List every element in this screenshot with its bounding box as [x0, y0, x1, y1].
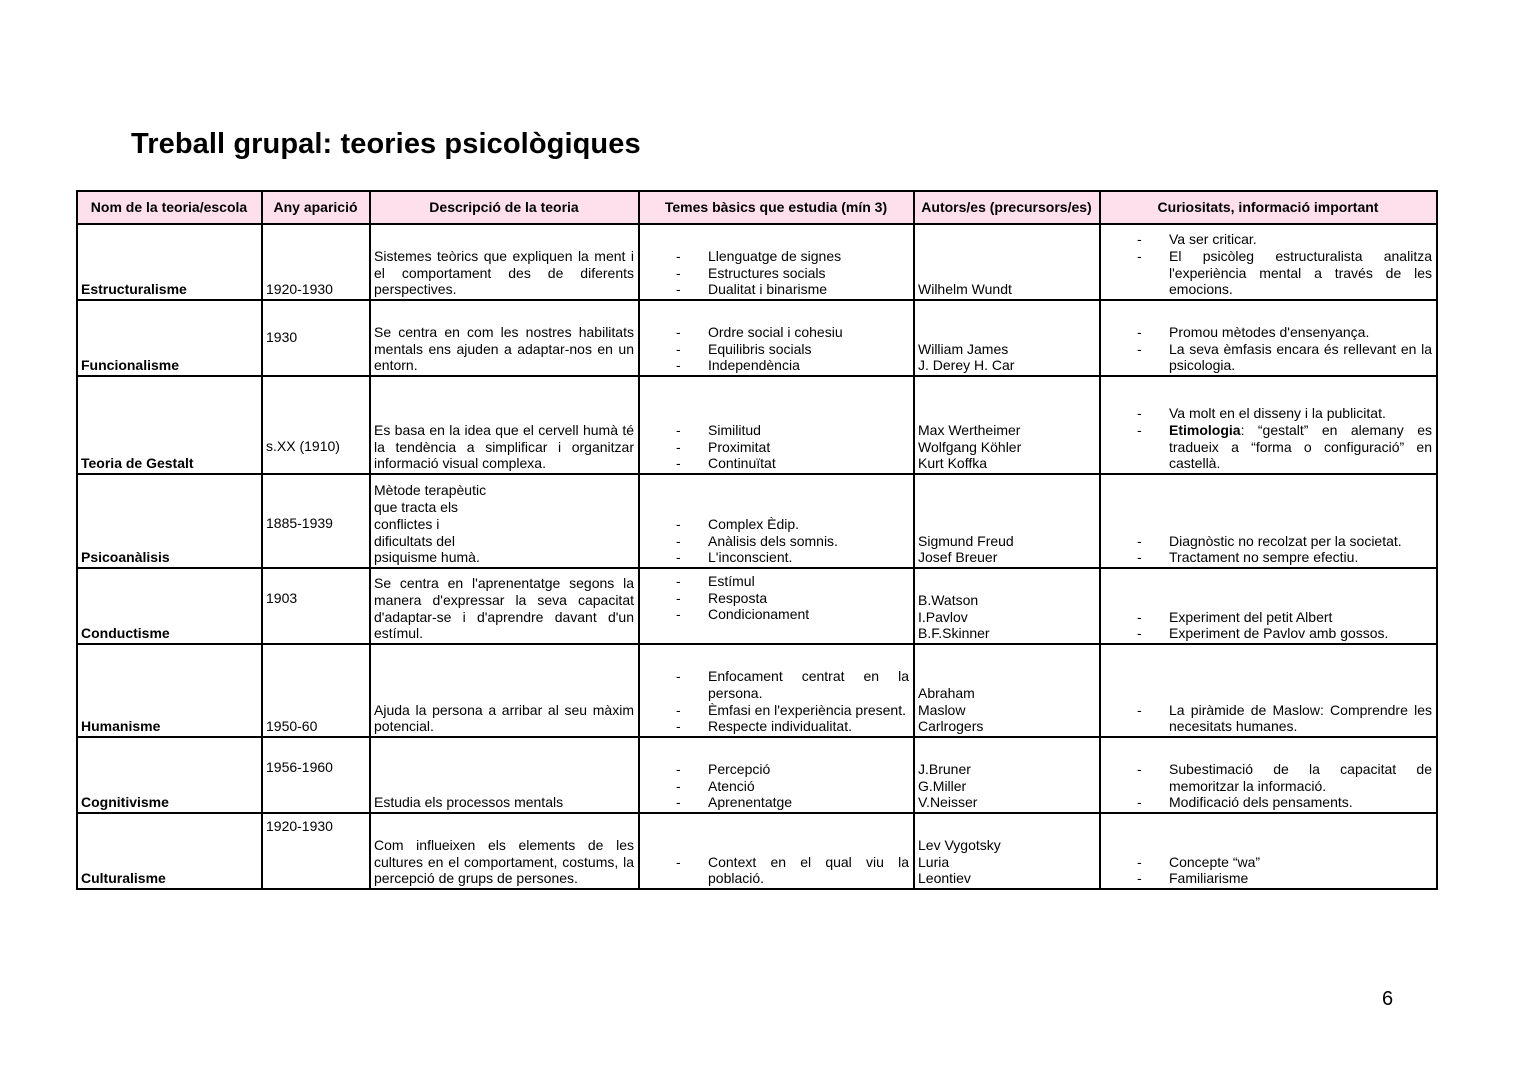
- theory-name: Cognitivisme: [77, 737, 262, 813]
- author-name: Maslow: [918, 701, 966, 718]
- theory-authors: [914, 376, 1100, 474]
- author-name: Lev Vygotsky: [918, 836, 1001, 853]
- list-item: - L'inconscient.: [643, 549, 909, 566]
- table-row: [77, 474, 1437, 568]
- theory-topics: [639, 813, 914, 889]
- theory-year: 1885-1939: [262, 474, 370, 568]
- list-item: - Ordre social i cohesiu: [643, 324, 909, 341]
- author-name: V.Neisser: [918, 794, 978, 811]
- theories-table: [76, 190, 1438, 890]
- list-item: - Resposta: [643, 590, 909, 607]
- author-name: Abraham: [918, 684, 975, 701]
- author-name: B.Watson: [918, 591, 979, 608]
- table-row: [77, 300, 1437, 376]
- header-description: Descripció de la teoria: [370, 191, 639, 224]
- author-name: Josef Breuer: [918, 549, 998, 566]
- list-item: - Va molt en el disseny i la publicitat.: [1104, 405, 1432, 422]
- theory-description: Es basa en la idea que el cervell humà té la tendència a simplificar i organitzar informació visual complexa.: [370, 376, 639, 474]
- list-item: - Proximitat: [643, 439, 909, 456]
- list-item: - Estímul: [643, 573, 909, 590]
- theory-authors: [914, 644, 1100, 737]
- theory-year: 1920-1930: [262, 813, 370, 889]
- theory-topics: [639, 568, 914, 644]
- list-item: - Respecte individualitat.: [643, 718, 909, 735]
- author-name: Carlrogers: [918, 718, 984, 735]
- theory-topics: [639, 224, 914, 300]
- page-number: 6: [1382, 988, 1394, 1010]
- list-item: - Equilibris socials: [643, 341, 909, 358]
- theory-year: 1956-1960: [262, 737, 370, 813]
- theory-curiosities: [1100, 376, 1437, 474]
- theory-authors: [914, 224, 1100, 300]
- list-item: - Enfocament centrat en la persona.: [643, 668, 909, 701]
- theory-description: Se centra en com les nostres habilitats mentals ens ajuden a adaptar-nos en un entorn.: [370, 300, 639, 376]
- list-item: - Promou mètodes d'ensenyança.: [1104, 324, 1432, 341]
- theory-topics: [639, 737, 914, 813]
- table-row: [77, 813, 1437, 889]
- theory-description: [370, 474, 639, 568]
- description-line: dificultats del: [374, 532, 455, 549]
- theory-description: Sistemes teòrics que expliquen la ment i el comportament des de diferents perspectives.: [370, 224, 639, 300]
- theory-topics: [639, 474, 914, 568]
- list-item: - Èmfasi en l'experiència present.: [643, 702, 909, 719]
- theory-curiosities: [1100, 300, 1437, 376]
- list-item: - Similitud: [643, 422, 909, 439]
- list-item: - Condicionament: [643, 606, 909, 623]
- theory-authors: [914, 474, 1100, 568]
- theory-year: 1950-60: [262, 644, 370, 737]
- table-row: [77, 224, 1437, 300]
- list-item: - Concepte “wa”: [1104, 854, 1432, 871]
- theory-name: Humanisme: [77, 644, 262, 737]
- theory-topics: [639, 644, 914, 737]
- list-item: - Llenguatge de signes: [643, 248, 909, 265]
- theory-description: Com influeixen els elements de les cultures en el comportament, costums, la percepció de grups de persones.: [370, 813, 639, 889]
- theory-topics: [639, 376, 914, 474]
- list-item: - El psicòleg estructuralista analitza l'experiència mental a través de les emocions.: [1104, 248, 1432, 298]
- author-name: Leontiev: [918, 870, 971, 887]
- author-name: Sigmund Freud: [918, 532, 1014, 549]
- list-item: - Complex Èdip.: [643, 516, 909, 533]
- table-header-row: [77, 191, 1437, 224]
- list-item: - Va ser criticar.: [1104, 231, 1432, 248]
- theory-curiosities: [1100, 737, 1437, 813]
- theory-year: 1920-1930: [262, 224, 370, 300]
- theory-curiosities: [1100, 474, 1437, 568]
- list-item: - Atenció: [643, 778, 909, 795]
- etymology-text: : “gestalt” en alemany es tradueix a “forma o configuració” en castellà.: [1169, 421, 1432, 472]
- list-item: - Context en el qual viu la població.: [643, 854, 909, 887]
- list-item: - Independència: [643, 357, 909, 374]
- theory-authors: [914, 737, 1100, 813]
- etymology-label: Etimologia: [1169, 421, 1241, 438]
- theory-name: Estructuralisme: [77, 224, 262, 300]
- author-name: Luria: [918, 853, 950, 870]
- theory-name: Culturalisme: [77, 813, 262, 889]
- theory-year: s.XX (1910): [262, 376, 370, 474]
- header-topics: Temes bàsics que estudia (mín 3): [639, 191, 914, 224]
- list-item: - Diagnòstic no recolzat per la societat.: [1104, 533, 1432, 550]
- description-line: conflictes i: [374, 515, 440, 532]
- page-title: Treball grupal: teories psicològiques: [131, 128, 641, 160]
- description-line: psiquisme humà.: [374, 549, 480, 566]
- list-item: - Anàlisis dels somnis.: [643, 533, 909, 550]
- list-item: - Familiarisme: [1104, 870, 1432, 887]
- list-item: - Estructures socials: [643, 265, 909, 282]
- list-item: - Subestimació de la capacitat de memoritzar la informació.: [1104, 761, 1432, 794]
- author-name: William James: [918, 340, 1009, 357]
- list-item: - Percepció: [643, 761, 909, 778]
- theory-description: Estudia els processos mentals: [370, 737, 639, 813]
- theory-curiosities: [1100, 224, 1437, 300]
- list-item: [1104, 422, 1432, 472]
- theory-year: 1930: [262, 300, 370, 376]
- description-line: que tracta els: [374, 499, 459, 516]
- author-name: Wolfgang Köhler: [918, 438, 1022, 455]
- theory-name: Teoria de Gestalt: [77, 376, 262, 474]
- list-item: - Modificació dels pensaments.: [1104, 794, 1432, 811]
- author-name: I.Pavlov: [918, 608, 968, 625]
- list-item: - La seva èmfasis encara és rellevant en la psicologia.: [1104, 341, 1432, 374]
- author-name: J.Bruner: [918, 760, 971, 777]
- list-item: - Experiment de Pavlov amb gossos.: [1104, 625, 1432, 642]
- list-item: - Aprenentatge: [643, 794, 909, 811]
- theory-name: Funcionalisme: [77, 300, 262, 376]
- theory-curiosities: [1100, 644, 1437, 737]
- header-authors: Autors/es (precursors/es): [914, 191, 1100, 224]
- table-row: [77, 568, 1437, 644]
- theory-authors: [914, 300, 1100, 376]
- table-row: [77, 644, 1437, 737]
- theory-authors: [914, 813, 1100, 889]
- author-name: Wilhelm Wundt: [918, 281, 1012, 298]
- list-item: - Continuïtat: [643, 455, 909, 472]
- list-item: - La piràmide de Maslow: Comprendre les necesitats humanes.: [1104, 702, 1432, 735]
- author-name: Kurt Koffka: [918, 455, 988, 472]
- theory-authors: [914, 568, 1100, 644]
- author-name: Max Wertheimer: [918, 421, 1021, 438]
- table-row: [77, 737, 1437, 813]
- table-row: [77, 376, 1437, 474]
- theory-name: Conductisme: [77, 568, 262, 644]
- theory-curiosities: [1100, 568, 1437, 644]
- theory-topics: [639, 300, 914, 376]
- theory-description: Ajuda la persona a arribar al seu màxim potencial.: [370, 644, 639, 737]
- list-item: - Dualitat i binarisme: [643, 281, 909, 298]
- theory-year: 1903: [262, 568, 370, 644]
- list-item: - Tractament no sempre efectiu.: [1104, 549, 1432, 566]
- list-item: - Experiment del petit Albert: [1104, 609, 1432, 626]
- theory-name: Psicoanàlisis: [77, 474, 262, 568]
- author-name: B.F.Skinner: [918, 625, 990, 642]
- theory-curiosities: [1100, 813, 1437, 889]
- author-name: G.Miller: [918, 777, 967, 794]
- header-curiosities: Curiositats, informació important: [1100, 191, 1437, 224]
- description-line: Mètode terapèutic: [374, 482, 487, 499]
- header-year: Any aparició: [262, 191, 370, 224]
- author-name: J. Derey H. Car: [918, 357, 1015, 374]
- theory-description: Se centra en l'aprenentatge segons la manera d'expressar la seva capacitat d'adaptar-se i d'aprendre davant d'un estímul.: [370, 568, 639, 644]
- header-theory-name: Nom de la teoria/escola: [77, 191, 262, 224]
